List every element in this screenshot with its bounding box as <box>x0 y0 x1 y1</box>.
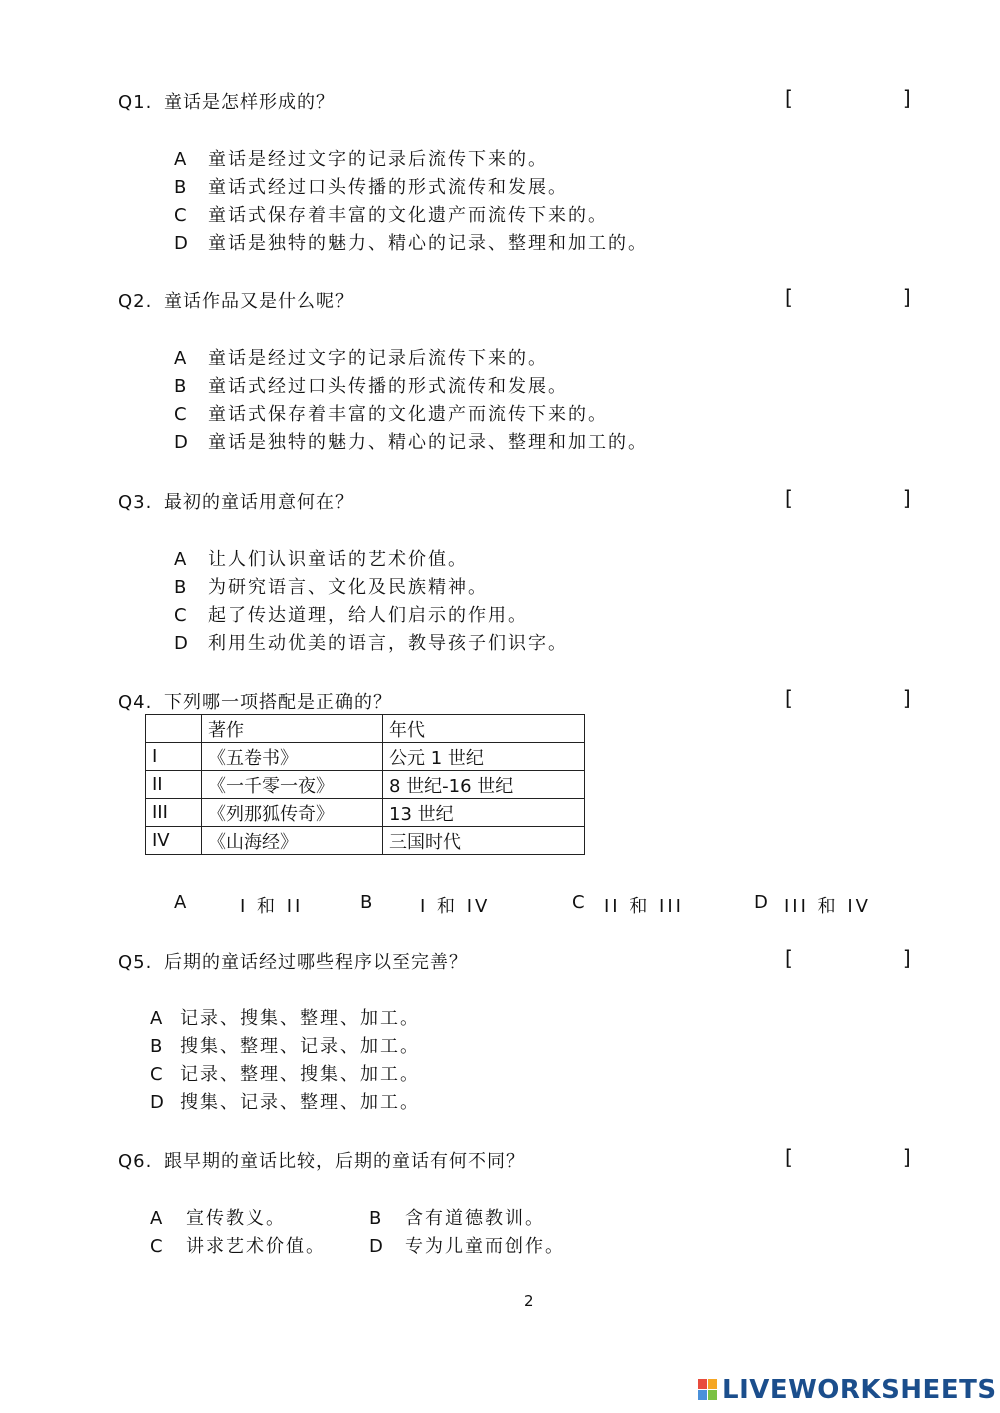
table-cell: 《山海经》 <box>202 827 383 855</box>
table-cell: 13 世纪 <box>383 799 585 827</box>
question-text: 后期的童话经过哪些程序以至完善？ <box>164 952 468 973</box>
answer-box-q1[interactable] <box>785 86 911 110</box>
option-a-key: A <box>174 892 190 913</box>
options-q2 <box>174 344 648 456</box>
bracket-open: [ <box>785 686 793 710</box>
table-cell: 公元 1 世纪 <box>383 743 585 771</box>
bracket-open: [ <box>785 486 793 510</box>
option-c: C 童话式保存着丰富的文化遗产而流传下来的。 <box>174 205 608 226</box>
table-row <box>146 743 585 771</box>
table-header-cell: 著作 <box>202 715 383 743</box>
option-b-text: I 和 IV <box>420 896 491 917</box>
option-d-key: D <box>754 892 771 913</box>
bracket-close: ] <box>902 486 911 510</box>
bracket-close: ] <box>902 285 911 309</box>
question-6 <box>118 1147 525 1173</box>
options-q4 <box>0 892 1000 922</box>
question-text: 最初的童话用意何在？ <box>164 492 354 513</box>
bracket-open: [ <box>785 1145 793 1169</box>
option-a: A 童话是经过文字的记录后流传下来的。 <box>174 348 548 369</box>
answer-box-q6[interactable] <box>785 1145 911 1169</box>
liveworksheets-logo-icon <box>698 1379 718 1401</box>
table-cell: I <box>146 743 202 771</box>
option-b-key: B <box>360 892 376 913</box>
question-5 <box>118 948 468 974</box>
watermark-text: LIVEWORKSHEETS <box>722 1375 997 1405</box>
question-text: 童话作品又是什么呢？ <box>164 291 354 312</box>
option-d: D 童话是独特的魅力、精心的记录、整理和加工的。 <box>174 233 648 254</box>
option-c: C 记录、整理、搜集、加工。 <box>150 1064 420 1085</box>
table-header-row <box>146 715 585 743</box>
options-q5 <box>150 1004 420 1116</box>
question-number: Q6. <box>118 1151 153 1172</box>
question-number: Q1. <box>118 92 153 113</box>
option-b: B 含有道德教训。 <box>369 1208 545 1229</box>
table-cell: II <box>146 771 202 799</box>
bracket-open: [ <box>785 285 793 309</box>
option-b: B 搜集、整理、记录、加工。 <box>150 1036 420 1057</box>
table-cell: 8 世纪-16 世纪 <box>383 771 585 799</box>
option-b: B 为研究语言、文化及民族精神。 <box>174 577 488 598</box>
option-a: A 记录、搜集、整理、加工。 <box>150 1008 420 1029</box>
option-c: C 童话式保存着丰富的文化遗产而流传下来的。 <box>174 404 608 425</box>
option-c: C 起了传达道理，给人们启示的作用。 <box>174 605 528 626</box>
option-c: C 讲求艺术价值。 <box>150 1236 326 1257</box>
works-table <box>145 714 585 855</box>
answer-box-q3[interactable] <box>785 486 911 510</box>
table-header-cell: 年代 <box>383 715 585 743</box>
table-row <box>146 799 585 827</box>
option-d: D 利用生动优美的语言，教导孩子们识字。 <box>174 633 568 654</box>
table-cell: 《一千零一夜》 <box>202 771 383 799</box>
question-text: 跟早期的童话比较，后期的童话有何不同？ <box>164 1151 525 1172</box>
table-header-cell <box>146 715 202 743</box>
question-text: 童话是怎样形成的？ <box>164 92 335 113</box>
table-cell: IV <box>146 827 202 855</box>
table-cell: 《列那狐传奇》 <box>202 799 383 827</box>
bracket-close: ] <box>902 686 911 710</box>
option-c-text: II 和 III <box>604 896 684 917</box>
question-3 <box>118 488 354 514</box>
table-cell: 三国时代 <box>383 827 585 855</box>
table-cell: 《五卷书》 <box>202 743 383 771</box>
bracket-open: [ <box>785 946 793 970</box>
answer-box-q2[interactable] <box>785 285 911 309</box>
option-c-key: C <box>572 892 588 913</box>
question-text: 下列哪一项搭配是正确的？ <box>164 692 392 713</box>
option-a-text: I 和 II <box>240 896 304 917</box>
option-b: B 童话式经过口头传播的形式流传和发展。 <box>174 376 568 397</box>
liveworksheets-logo <box>698 1375 997 1405</box>
option-a: A 让人们认识童话的艺术价值。 <box>174 549 468 570</box>
question-number: Q3. <box>118 492 153 513</box>
answer-box-q5[interactable] <box>785 946 911 970</box>
option-d: D 专为儿童而创作。 <box>369 1236 565 1257</box>
option-d: D 童话是独特的魅力、精心的记录、整理和加工的。 <box>174 432 648 453</box>
table-cell: III <box>146 799 202 827</box>
page-number: 2 <box>524 1292 534 1310</box>
table-row <box>146 827 585 855</box>
option-d: D 搜集、记录、整理、加工。 <box>150 1092 420 1113</box>
options-q3 <box>174 545 568 657</box>
bracket-close: ] <box>902 946 911 970</box>
option-a: A 宣传教义。 <box>150 1208 286 1229</box>
answer-box-q4[interactable] <box>785 686 911 710</box>
option-d-text: III 和 IV <box>784 896 871 917</box>
bracket-close: ] <box>902 86 911 110</box>
options-q1 <box>174 145 648 257</box>
bracket-open: [ <box>785 86 793 110</box>
question-number: Q4. <box>118 692 153 713</box>
question-number: Q2. <box>118 291 153 312</box>
option-a: A 童话是经过文字的记录后流传下来的。 <box>174 149 548 170</box>
question-2 <box>118 287 354 313</box>
question-4 <box>118 688 392 714</box>
bracket-close: ] <box>902 1145 911 1169</box>
question-number: Q5. <box>118 952 153 973</box>
option-b: B 童话式经过口头传播的形式流传和发展。 <box>174 177 568 198</box>
question-1 <box>118 88 335 114</box>
table-row <box>146 771 585 799</box>
